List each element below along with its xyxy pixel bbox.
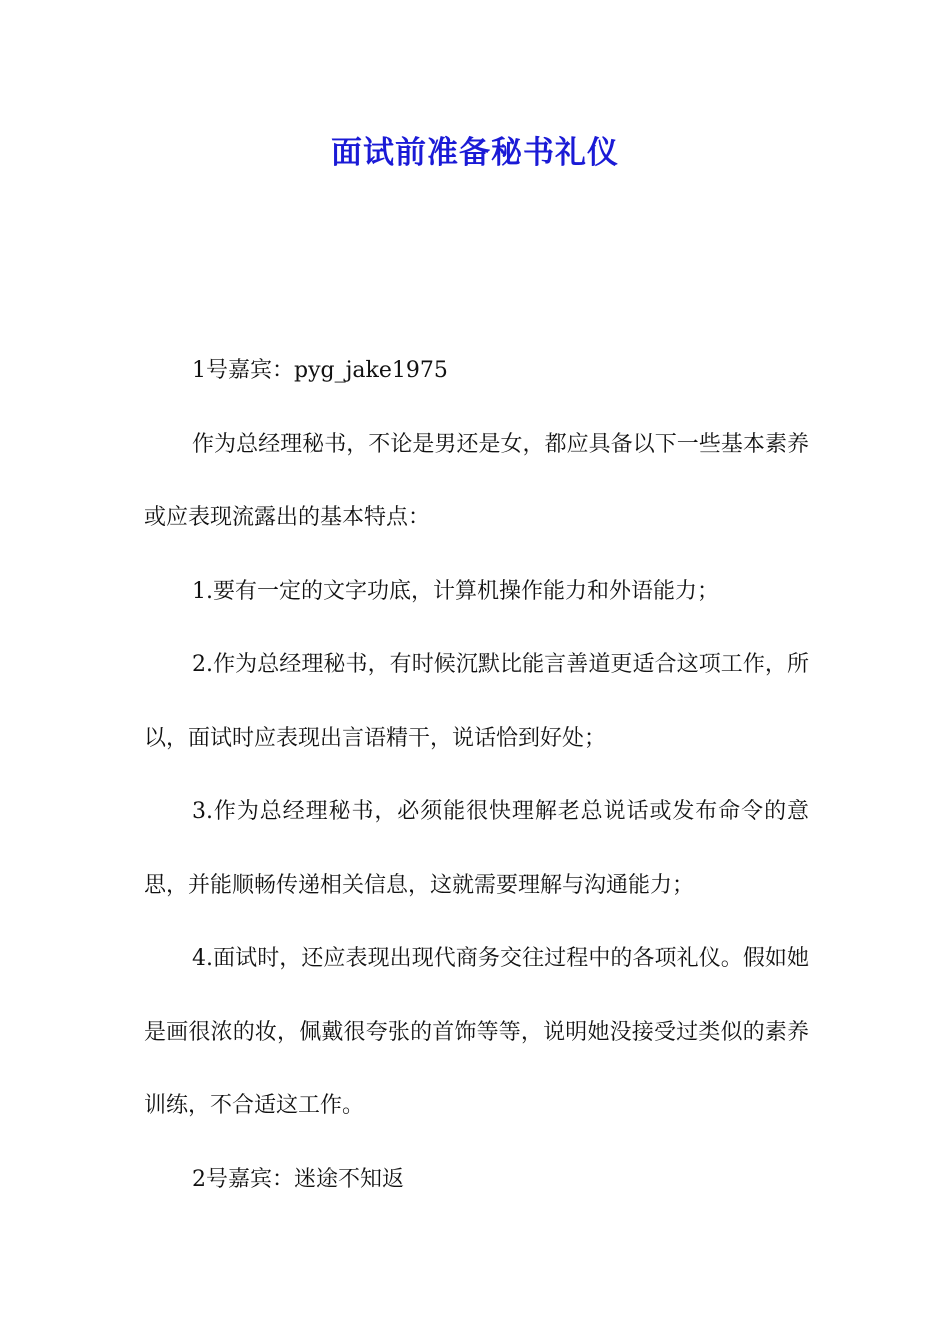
paragraph-guest-1: 1号嘉宾：pyg_jake1975 — [192, 358, 448, 383]
paragraph-point-4: 4.面试时，还应表现出现代商务交往过程中的各项礼仪。假如她是画很浓的妆，佩戴很夸张的首饰等等，说明她没接受过类似的素养训练，不合适这工作。 — [144, 946, 809, 1118]
document-title: 面试前准备秘书礼仪 — [331, 135, 619, 171]
paragraph-point-1: 1.要有一定的文字功底，计算机操作能力和外语能力； — [192, 578, 719, 604]
paragraph-point-3: 3.作为总经理秘书，必须能很快理解老总说话或发布命令的意思，并能顺畅传递相关信息，这就需要理解与沟通能力； — [144, 799, 809, 898]
paragraph-intro: 作为总经理秘书，不论是男还是女，都应具备以下一些基本素养或应表现流露出的基本特点： — [144, 431, 809, 530]
document-body — [144, 334, 809, 1216]
paragraph-guest-2: 2号嘉宾：迷途不知返 — [192, 1166, 404, 1192]
paragraph-point-2: 2.作为总经理秘书，有时候沉默比能言善道更适合这项工作，所以，面试时应表现出言语精干，说话恰到好处； — [144, 652, 809, 751]
